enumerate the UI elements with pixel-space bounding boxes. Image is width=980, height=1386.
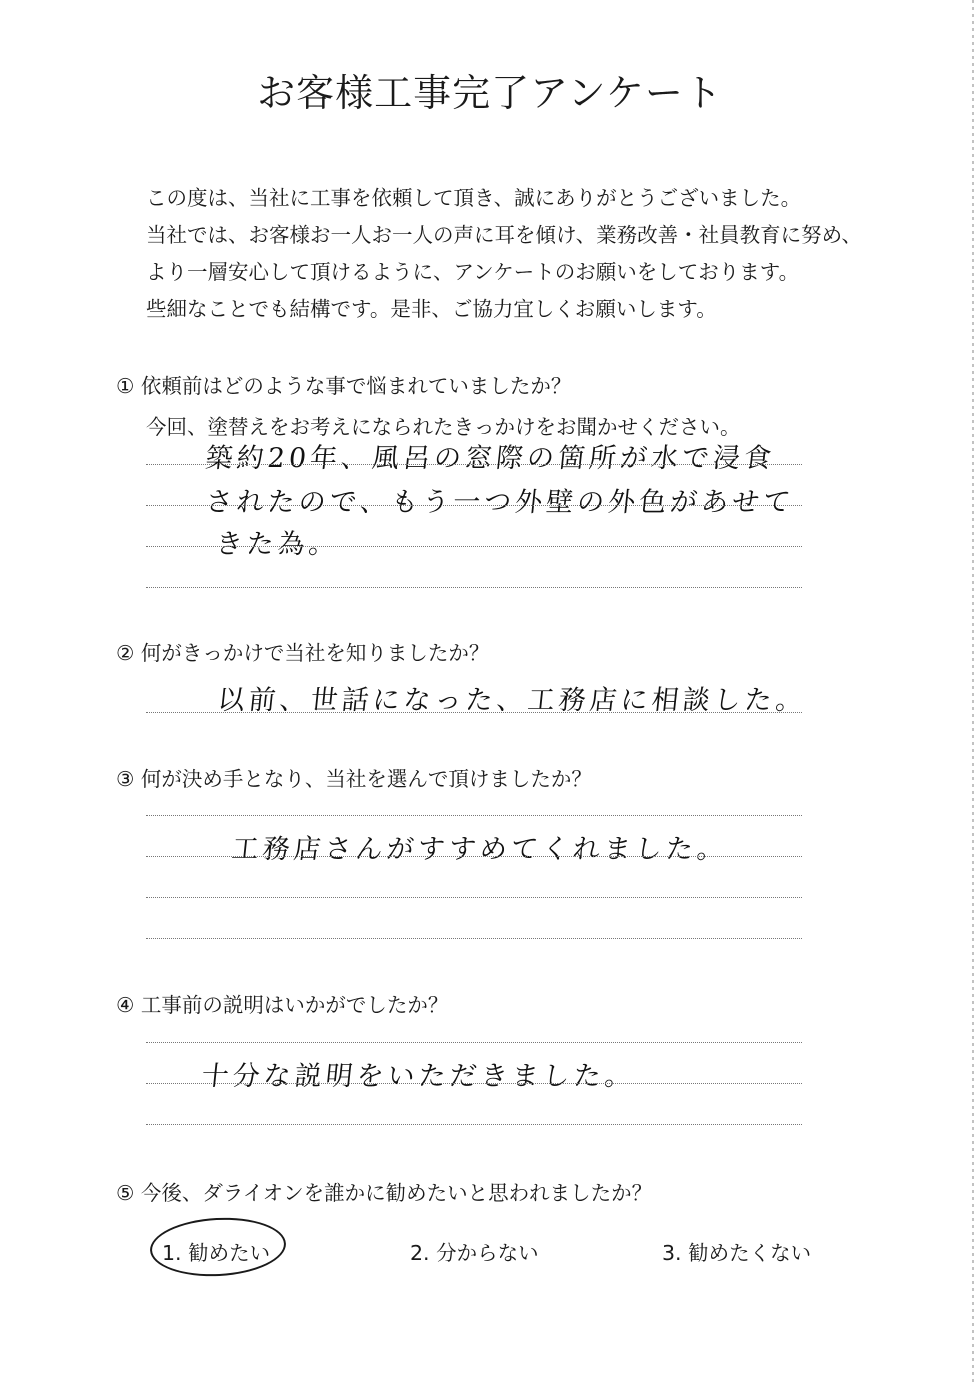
answer-rule	[146, 712, 802, 713]
answer-rule	[146, 815, 802, 816]
question-1: ① 依頼前はどのような事で悩まれていましたか？	[116, 374, 572, 398]
option-1[interactable]: 1. 勧めたい	[162, 1241, 271, 1265]
survey-title: お客様工事完了アンケート	[257, 71, 723, 115]
answer-rule	[146, 546, 802, 547]
question-3: ③ 何が決め手となり、当社を選んで頂けましたか？	[116, 767, 592, 791]
scan-edge	[972, 0, 974, 1386]
option-2[interactable]: 2. 分からない	[410, 1241, 539, 1265]
question-5: ⑤ 今後、ダライオンを誰かに勧めたいと思われましたか？	[116, 1181, 653, 1205]
answer-rule	[146, 587, 802, 588]
intro-text	[146, 180, 862, 328]
question-1-subtext: 今回、塗替えをお考えになられたきっかけをお聞かせください。	[146, 415, 741, 439]
answer-rule	[146, 464, 802, 465]
answer-rule	[146, 897, 802, 898]
answer-4: 十分な説明をいただきました。	[200, 1061, 638, 1092]
answer-2: 以前、世話になった、工務店に相談した。	[216, 685, 809, 716]
intro-line: 些細なことでも結構です。是非、ご協力宜しくお願いします。	[146, 297, 717, 321]
intro-line: より一層安心して頂けるように、アンケートのお願いをしております。	[146, 260, 800, 284]
answer-1-line-1: 築約20年、風呂の窓際の箇所が水で浸食	[204, 443, 777, 474]
intro-line: 当社では、お客様お一人お一人の声に耳を傾け、業務改善・社員教育に努め、	[146, 223, 862, 247]
answer-3: 工務店さんがすすめてくれました。	[230, 834, 730, 865]
answer-rule	[146, 1042, 802, 1043]
answer-rule	[146, 856, 802, 857]
answer-rule	[146, 938, 802, 939]
answer-1-line-2: されたので、もう一つ外壁の外色があせて	[204, 487, 796, 518]
answer-rule	[146, 505, 802, 506]
intro-line: この度は、当社に工事を依頼して頂き、誠にありがとうございました。	[146, 186, 802, 210]
answer-1-line-3: きた為。	[214, 529, 342, 560]
answer-rule	[146, 1083, 802, 1084]
option-3[interactable]: 3. 勧めたくない	[662, 1241, 812, 1265]
question-2: ② 何がきっかけで当社を知りましたか？	[116, 641, 490, 665]
answer-rule	[146, 1124, 802, 1125]
question-4: ④ 工事前の説明はいかがでしたか？	[116, 993, 449, 1017]
